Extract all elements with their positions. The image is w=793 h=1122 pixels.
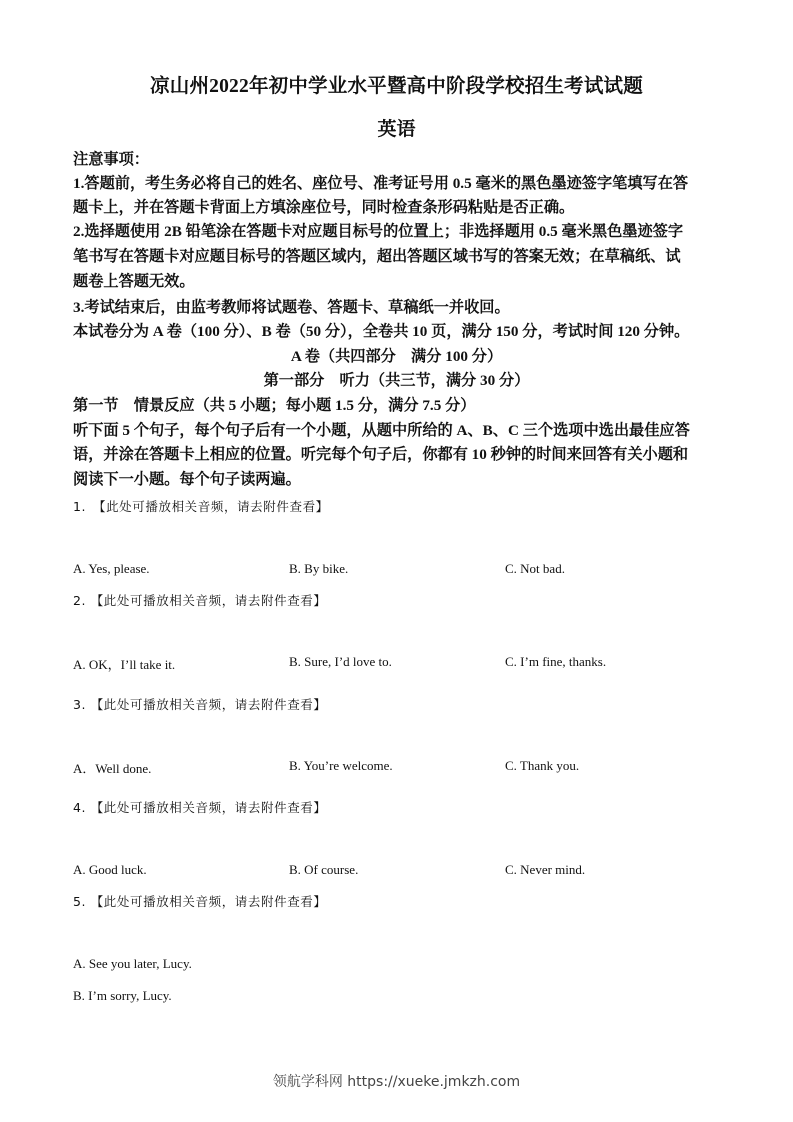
footer-watermark[interactable]: 领航学科网 https://xueke.jmkzh.com: [272, 1074, 521, 1090]
question-4-option-c: C. Never mind.: [505, 862, 586, 877]
section-one-heading: 第一节 情景反应（共 5 小题；每小题 1.5 分，满分 7.5 分）: [73, 397, 476, 414]
note-line: 3.考试结束后，由监考教师将试题卷、答题卡、草稿纸一并收回。: [73, 299, 510, 316]
note-line: 笔书写在答题卡对应题目标号的答题区域内，超出答题区域书写的答案无效；在草稿纸、试: [73, 248, 681, 265]
instruction-line: 听下面 5 个句子，每个句子后有一个小题，从题中所给的 A、B、C 三个选项中选出最佳应答: [73, 422, 690, 439]
question-1-audio-prompt[interactable]: 1. 【此处可播放相关音频，请去附件查看】: [73, 499, 329, 514]
question-3-option-c: C. Thank you.: [505, 758, 580, 773]
note-line: 1.答题前，考生务必将自己的姓名、座位号、准考证号用 0.5 毫米的黑色墨迹签字笔填写在答: [73, 175, 689, 192]
question-1-option-a: A. Yes, please.: [73, 561, 150, 576]
section-a-heading: A 卷（共四部分 满分 100 分）: [290, 348, 503, 365]
question-1-option-b: B. By bike.: [289, 561, 349, 576]
note-line: 题卷上答题无效。: [73, 273, 195, 290]
notes-heading: 注意事项：: [73, 151, 149, 168]
exam-title: 凉山州2022年初中学业水平暨高中阶段学校招生考试试题: [150, 76, 643, 97]
question-2-audio-prompt[interactable]: 2. 【此处可播放相关音频，请去附件查看】: [73, 593, 327, 608]
question-4-option-b: B. Of course.: [289, 862, 359, 877]
question-2-option-c: C. I’m fine, thanks.: [505, 654, 607, 669]
instruction-line: 语，并涂在答题卡上相应的位置。听完每个句子后，你都有 10 秒钟的时间来回答有关小题和: [73, 446, 689, 463]
note-line: 题卡上，并在答题卡背面上方填涂座位号，同时检查条形码粘贴是否正确。: [73, 199, 575, 216]
question-2-option-a: A. OK，I’ll take it.: [73, 657, 176, 672]
note-line: 2.选择题使用 2B 铅笔涂在答题卡对应题目标号的位置上；非选择题用 0.5 毫米黑色墨迹签字: [73, 223, 684, 240]
question-2-option-b: B. Sure, I’d love to.: [289, 654, 392, 669]
question-5-audio-prompt[interactable]: 5. 【此处可播放相关音频，请去附件查看】: [73, 894, 327, 909]
question-5-option-a: A. See you later, Lucy.: [73, 956, 192, 971]
question-4-option-a: A. Good luck.: [73, 862, 147, 877]
question-5-option-b: B. I’m sorry, Lucy.: [73, 988, 172, 1003]
question-3-option-b: B. You’re welcome.: [289, 758, 393, 773]
question-1-option-c: C. Not bad.: [505, 561, 565, 576]
part-one-heading: 第一部分 听力（共三节，满分 30 分）: [263, 372, 530, 389]
exam-info-line: 本试卷分为 A 卷（100 分）、B 卷（50 分），全卷共 10 页，满分 150 分，考试时间 120 分钟。: [73, 323, 690, 340]
instruction-line: 阅读下一小题。每个句子读两遍。: [73, 471, 301, 488]
question-3-audio-prompt[interactable]: 3. 【此处可播放相关音频，请去附件查看】: [73, 697, 327, 712]
question-3-option-a: A．Well done.: [73, 761, 152, 776]
question-4-audio-prompt[interactable]: 4. 【此处可播放相关音频，请去附件查看】: [73, 800, 327, 815]
subject-title: 英语: [377, 119, 416, 140]
